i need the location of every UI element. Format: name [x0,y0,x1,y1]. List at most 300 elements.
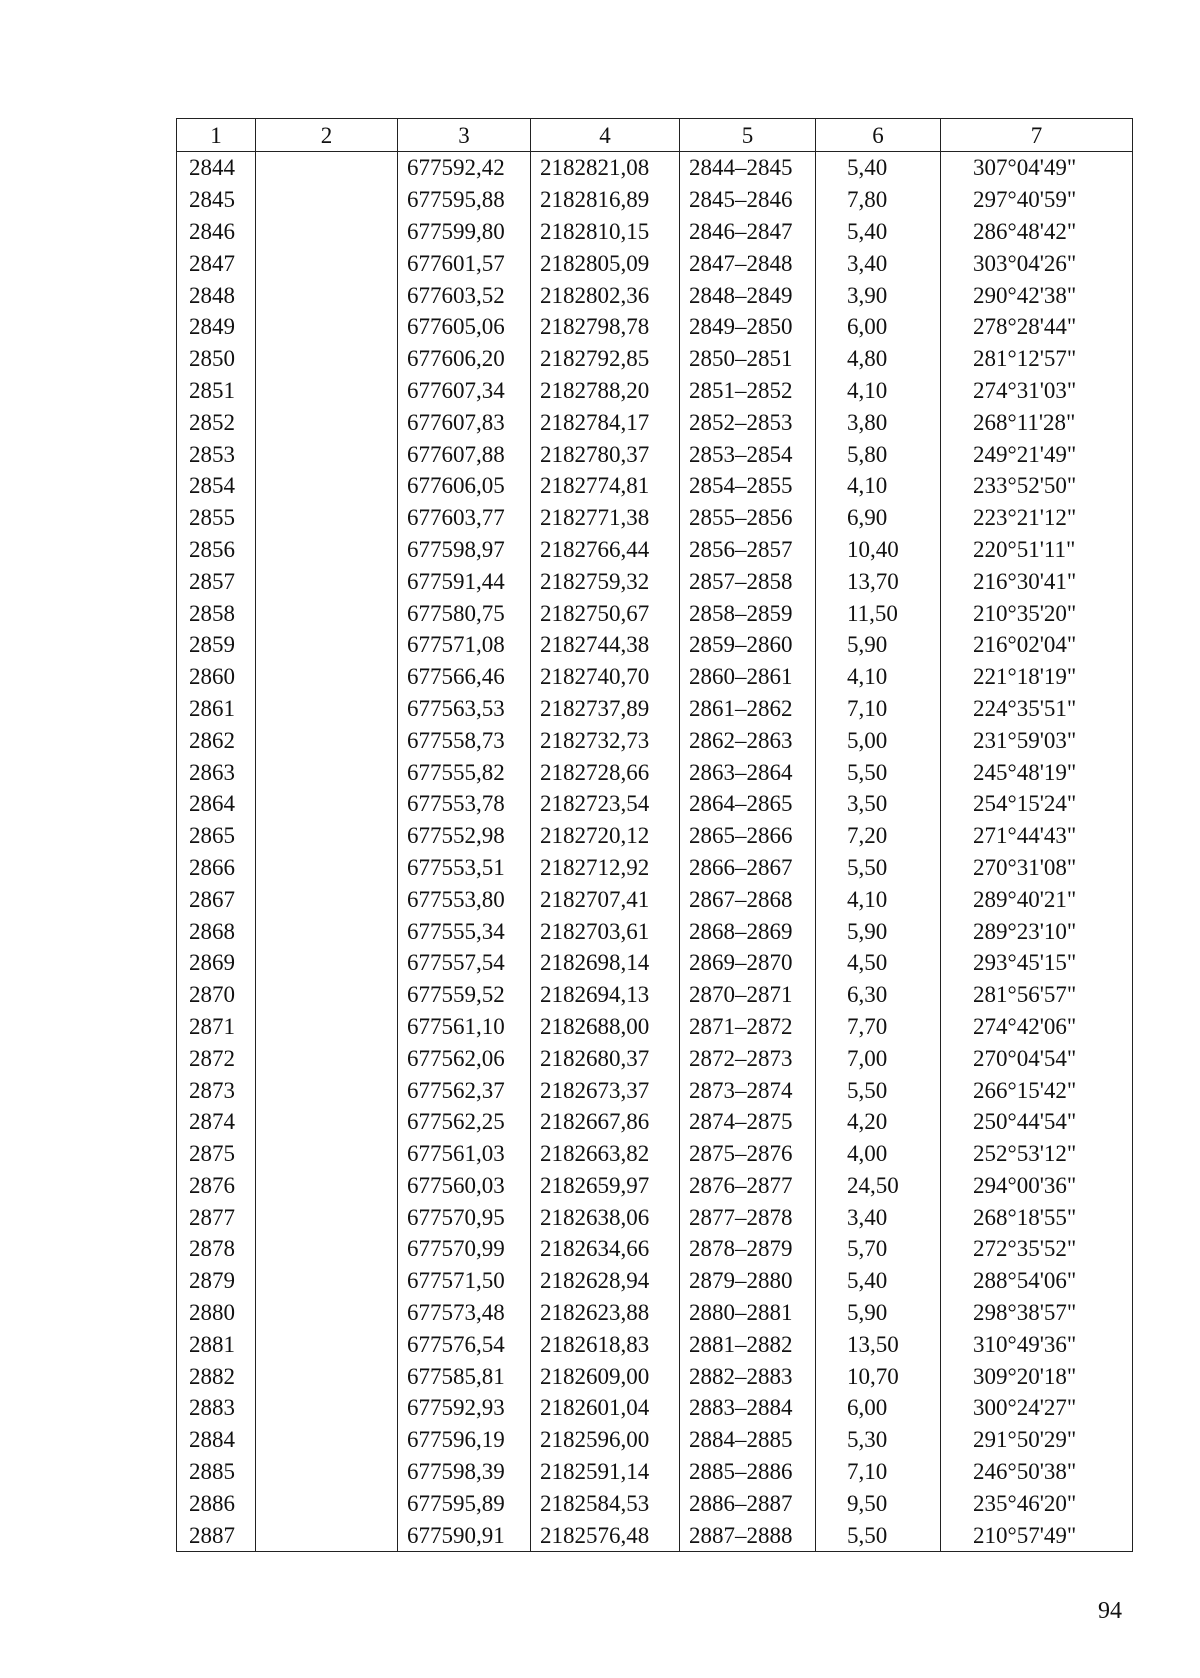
table-cell: 677606,20 [398,343,531,375]
table-cell: 2182698,14 [531,947,680,979]
table-cell: 677553,80 [398,883,531,915]
table-cell: 278°28'44" [941,311,1133,343]
table-cell [256,216,398,248]
table-row [177,406,1133,438]
table-cell: 252°53'12" [941,1138,1133,1170]
table-cell: 677561,10 [398,1011,531,1043]
table-cell: 24,50 [816,1170,941,1202]
table-cell: 298°38'57" [941,1297,1133,1329]
table-cell: 281°12'57" [941,343,1133,375]
table-cell: 2871–2872 [680,1011,816,1043]
table-cell: 2865–2866 [680,820,816,852]
table-cell: 7,20 [816,820,941,852]
table-row [177,661,1133,693]
table-cell: 2849–2850 [680,311,816,343]
table-cell: 2182634,66 [531,1233,680,1265]
table-row [177,343,1133,375]
table-cell: 2870–2871 [680,979,816,1011]
table-cell: 2885 [177,1456,256,1488]
table-cell: 216°30'41" [941,565,1133,597]
table-cell: 2886–2887 [680,1487,816,1519]
table-cell: 5,40 [816,216,941,248]
table-cell: 2182628,94 [531,1265,680,1297]
column-header: 6 [816,119,941,152]
table-cell: 2182821,08 [531,152,680,184]
table-cell: 2182609,00 [531,1360,680,1392]
table-cell: 2868–2869 [680,915,816,947]
table-cell: 677560,03 [398,1170,531,1202]
table-cell [256,1456,398,1488]
table-cell: 2874–2875 [680,1106,816,1138]
table-cell: 309°20'18" [941,1360,1133,1392]
table-row [177,279,1133,311]
table-cell: 677585,81 [398,1360,531,1392]
table-cell: 2860–2861 [680,661,816,693]
table-cell: 2182673,37 [531,1074,680,1106]
table-cell: 2864 [177,788,256,820]
column-header: 4 [531,119,680,152]
table-cell: 2858–2859 [680,597,816,629]
table-row [177,629,1133,661]
table-cell [256,852,398,884]
table-row [177,438,1133,470]
table-row [177,1487,1133,1519]
table-cell [256,1360,398,1392]
table-cell: 7,10 [816,693,941,725]
table-cell [256,184,398,216]
table-cell: 2872–2873 [680,1042,816,1074]
table-cell [256,1011,398,1043]
table-cell: 2875–2876 [680,1138,816,1170]
table-cell: 210°35'20" [941,597,1133,629]
table-cell: 677595,88 [398,184,531,216]
table-cell: 303°04'26" [941,247,1133,279]
table-cell: 2859–2860 [680,629,816,661]
table-cell: 307°04'49" [941,152,1133,184]
table-cell: 677553,78 [398,788,531,820]
table-cell: 294°00'36" [941,1170,1133,1202]
table-cell: 250°44'54" [941,1106,1133,1138]
table-cell [256,1424,398,1456]
table-row [177,1360,1133,1392]
table-cell: 677590,91 [398,1519,531,1551]
table-cell: 221°18'19" [941,661,1133,693]
table-cell: 224°35'51" [941,693,1133,725]
table-cell: 2182798,78 [531,311,680,343]
column-header: 1 [177,119,256,152]
table-cell: 2884 [177,1424,256,1456]
table-cell: 2880 [177,1297,256,1329]
table-cell: 2182659,97 [531,1170,680,1202]
table-cell: 216°02'04" [941,629,1133,661]
table-cell: 13,70 [816,565,941,597]
table-cell: 11,50 [816,597,941,629]
table-row [177,311,1133,343]
table-row [177,1170,1133,1202]
table-cell: 2859 [177,629,256,661]
table-cell: 4,50 [816,947,941,979]
table-cell: 677562,25 [398,1106,531,1138]
table-cell: 2849 [177,311,256,343]
table-row [177,1106,1133,1138]
column-header: 2 [256,119,398,152]
table-row [177,724,1133,756]
table-cell: 2876 [177,1170,256,1202]
table-row [177,1011,1133,1043]
column-header: 3 [398,119,531,152]
table-cell: 2854 [177,470,256,502]
table-row [177,979,1133,1011]
table-cell: 677601,57 [398,247,531,279]
table-cell: 677592,42 [398,152,531,184]
table-cell [256,470,398,502]
table-row [177,375,1133,407]
table-cell: 2182728,66 [531,756,680,788]
table-cell: 677552,98 [398,820,531,852]
table-cell: 3,90 [816,279,941,311]
table-cell: 2883 [177,1392,256,1424]
table-cell: 2877–2878 [680,1201,816,1233]
table-cell: 2861–2862 [680,693,816,725]
table-cell: 3,40 [816,1201,941,1233]
table-cell: 254°15'24" [941,788,1133,820]
table-cell [256,724,398,756]
table-cell: 2182680,37 [531,1042,680,1074]
table-cell: 677559,52 [398,979,531,1011]
table-cell: 6,90 [816,502,941,534]
table-cell: 2182707,41 [531,883,680,915]
table-cell: 2876–2877 [680,1170,816,1202]
table-row [177,502,1133,534]
table-row [177,883,1133,915]
table-cell: 677571,50 [398,1265,531,1297]
table-cell: 3,40 [816,247,941,279]
table-cell: 2863 [177,756,256,788]
table-cell: 677607,83 [398,406,531,438]
table-cell: 2855–2856 [680,502,816,534]
table-cell: 2866 [177,852,256,884]
table-cell: 677573,48 [398,1297,531,1329]
column-header: 7 [941,119,1133,152]
table-cell: 2869 [177,947,256,979]
table-cell: 2858 [177,597,256,629]
table-row [177,915,1133,947]
table-row [177,1042,1133,1074]
page-number: 94 [1098,1598,1122,1624]
table-cell: 2182584,53 [531,1487,680,1519]
table-cell: 2182663,82 [531,1138,680,1170]
table-cell [256,979,398,1011]
table-cell [256,1074,398,1106]
table-cell [256,597,398,629]
table-cell: 2855 [177,502,256,534]
table-cell: 231°59'03" [941,724,1133,756]
table-cell: 297°40'59" [941,184,1133,216]
table-cell: 677570,95 [398,1201,531,1233]
table-cell: 677553,51 [398,852,531,884]
table-cell: 2182771,38 [531,502,680,534]
table-cell: 2182788,20 [531,375,680,407]
table-cell: 2852 [177,406,256,438]
table-row [177,1201,1133,1233]
table-cell [256,1487,398,1519]
table-row [177,788,1133,820]
table-cell: 2871 [177,1011,256,1043]
table-cell: 289°23'10" [941,915,1133,947]
table-cell: 677570,99 [398,1233,531,1265]
table-cell: 5,50 [816,1074,941,1106]
table-cell [256,438,398,470]
table-cell: 2182744,38 [531,629,680,661]
table-cell: 289°40'21" [941,883,1133,915]
table-cell: 5,50 [816,852,941,884]
table-cell [256,1233,398,1265]
table-cell: 246°50'38" [941,1456,1133,1488]
table-cell: 268°18'55" [941,1201,1133,1233]
table-cell: 2182805,09 [531,247,680,279]
table-cell: 2844–2845 [680,152,816,184]
table-cell: 2845–2846 [680,184,816,216]
table-cell: 2846–2847 [680,216,816,248]
table-cell: 677605,06 [398,311,531,343]
table-cell: 272°35'52" [941,1233,1133,1265]
table-cell: 2873 [177,1074,256,1106]
column-header: 5 [680,119,816,152]
table-cell: 2182740,70 [531,661,680,693]
table-cell: 677562,06 [398,1042,531,1074]
table-cell: 2182688,00 [531,1011,680,1043]
table-cell [256,279,398,311]
table-cell: 5,00 [816,724,941,756]
table-cell [256,1042,398,1074]
table-cell: 4,80 [816,343,941,375]
table-cell [256,152,398,184]
table-cell: 2844 [177,152,256,184]
table-cell: 220°51'11" [941,534,1133,566]
table-cell: 4,20 [816,1106,941,1138]
table-cell [256,883,398,915]
table-cell: 677596,19 [398,1424,531,1456]
table-row [177,1519,1133,1551]
table-cell: 2182596,00 [531,1424,680,1456]
table-row [177,597,1133,629]
table-cell: 2182723,54 [531,788,680,820]
table-cell [256,1201,398,1233]
table-cell: 2851–2852 [680,375,816,407]
table-cell: 2182759,32 [531,565,680,597]
table-cell [256,1170,398,1202]
table-cell: 2882 [177,1360,256,1392]
table-cell: 6,00 [816,311,941,343]
table-row [177,216,1133,248]
table-cell: 677561,03 [398,1138,531,1170]
table-cell: 2881 [177,1328,256,1360]
table-cell: 2182694,13 [531,979,680,1011]
table-cell: 2182576,48 [531,1519,680,1551]
table-row [177,247,1133,279]
table-cell: 2182780,37 [531,438,680,470]
table-row [177,852,1133,884]
table-cell: 677563,53 [398,693,531,725]
table-cell: 4,10 [816,661,941,693]
table-cell: 2879–2880 [680,1265,816,1297]
table-cell [256,1265,398,1297]
table-cell [256,756,398,788]
table-cell: 270°31'08" [941,852,1133,884]
table-cell: 677571,08 [398,629,531,661]
table-cell: 10,40 [816,534,941,566]
table-cell: 677607,34 [398,375,531,407]
table-cell: 2882–2883 [680,1360,816,1392]
table-cell: 2856 [177,534,256,566]
table-cell: 2851 [177,375,256,407]
table-cell: 270°04'54" [941,1042,1133,1074]
table-cell: 2182601,04 [531,1392,680,1424]
table-cell: 2850 [177,343,256,375]
table-cell: 2846 [177,216,256,248]
table-cell: 2850–2851 [680,343,816,375]
table-cell [256,534,398,566]
table-cell: 2847–2848 [680,247,816,279]
table-cell [256,565,398,597]
table-cell: 2182591,14 [531,1456,680,1488]
table-cell [256,788,398,820]
table-cell: 7,70 [816,1011,941,1043]
table-cell: 6,00 [816,1392,941,1424]
table-cell: 2857–2858 [680,565,816,597]
table-cell: 2863–2864 [680,756,816,788]
table-cell: 274°31'03" [941,375,1133,407]
table-cell [256,629,398,661]
table-cell: 2865 [177,820,256,852]
table-cell: 677555,34 [398,915,531,947]
table-cell: 2182810,15 [531,216,680,248]
table-cell: 2884–2885 [680,1424,816,1456]
table-cell: 3,50 [816,788,941,820]
table-cell: 2182774,81 [531,470,680,502]
table-cell: 2848 [177,279,256,311]
table-cell: 2870 [177,979,256,1011]
table-cell: 2857 [177,565,256,597]
table-cell: 2182802,36 [531,279,680,311]
table-row [177,1456,1133,1488]
table-cell: 2878–2879 [680,1233,816,1265]
table-cell: 290°42'38" [941,279,1133,311]
table-cell: 2864–2865 [680,788,816,820]
table-cell: 223°21'12" [941,502,1133,534]
table-cell: 5,50 [816,1519,941,1551]
table-row [177,1265,1133,1297]
table-row [177,947,1133,979]
table-cell: 274°42'06" [941,1011,1133,1043]
table-cell: 7,00 [816,1042,941,1074]
table-cell: 5,30 [816,1424,941,1456]
table-cell: 677598,39 [398,1456,531,1488]
table-cell: 268°11'28" [941,406,1133,438]
table-cell: 266°15'42" [941,1074,1133,1106]
table-row [177,1297,1133,1329]
coordinates-table [176,118,1133,1552]
table-cell: 2182618,83 [531,1328,680,1360]
table-body [177,119,1133,1552]
table-cell: 291°50'29" [941,1424,1133,1456]
table-cell: 235°46'20" [941,1487,1133,1519]
table-cell: 2182638,06 [531,1201,680,1233]
table-cell: 677592,93 [398,1392,531,1424]
table-cell: 293°45'15" [941,947,1133,979]
table-cell: 677555,82 [398,756,531,788]
table-cell: 2878 [177,1233,256,1265]
table-cell: 249°21'49" [941,438,1133,470]
table-cell: 2853–2854 [680,438,816,470]
table-cell: 677603,52 [398,279,531,311]
table-cell [256,1392,398,1424]
table-cell: 4,10 [816,375,941,407]
table-row [177,1392,1133,1424]
table-cell: 300°24'27" [941,1392,1133,1424]
table-cell: 2182720,12 [531,820,680,852]
table-cell: 677606,05 [398,470,531,502]
table-cell: 677580,75 [398,597,531,629]
table-cell: 3,80 [816,406,941,438]
table-cell: 677558,73 [398,724,531,756]
table-cell: 2182750,67 [531,597,680,629]
table-cell: 2848–2849 [680,279,816,311]
table-cell: 677576,54 [398,1328,531,1360]
table-cell: 4,10 [816,470,941,502]
table-cell: 677562,37 [398,1074,531,1106]
table-cell: 2879 [177,1265,256,1297]
table-cell: 5,40 [816,1265,941,1297]
table-cell: 677603,77 [398,502,531,534]
table-cell: 2874 [177,1106,256,1138]
table-row [177,1328,1133,1360]
table-cell: 677557,54 [398,947,531,979]
table-cell: 2877 [177,1201,256,1233]
table-cell: 271°44'43" [941,820,1133,852]
table-cell: 9,50 [816,1487,941,1519]
table-cell: 2182816,89 [531,184,680,216]
table-cell [256,1328,398,1360]
table-cell: 2867–2868 [680,883,816,915]
table-cell: 677607,88 [398,438,531,470]
table-cell [256,947,398,979]
table-row [177,565,1133,597]
table-cell: 233°52'50" [941,470,1133,502]
table-cell: 2872 [177,1042,256,1074]
table-cell: 2867 [177,883,256,915]
table-cell: 5,90 [816,915,941,947]
table-cell: 2868 [177,915,256,947]
table-row [177,1233,1133,1265]
table-row [177,152,1133,184]
table-cell [256,247,398,279]
table-cell: 2182667,86 [531,1106,680,1138]
table-cell: 2886 [177,1487,256,1519]
table-row [177,1138,1133,1170]
table-cell: 5,40 [816,152,941,184]
table-cell [256,502,398,534]
table-cell: 288°54'06" [941,1265,1133,1297]
table-cell [256,915,398,947]
table-cell: 2883–2884 [680,1392,816,1424]
table-cell: 2182737,89 [531,693,680,725]
table-cell: 2873–2874 [680,1074,816,1106]
table-cell: 5,80 [816,438,941,470]
table-row [177,820,1133,852]
table-cell [256,661,398,693]
table-cell: 2862–2863 [680,724,816,756]
